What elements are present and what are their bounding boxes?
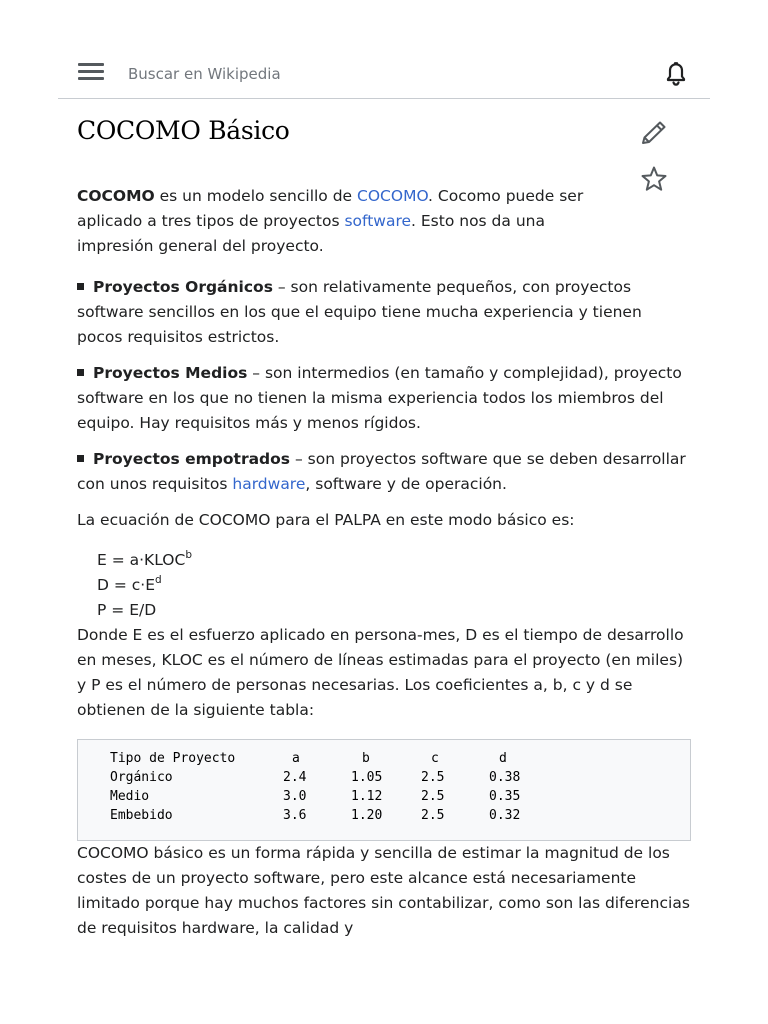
page-title: COCOMO Básico xyxy=(77,116,290,145)
project-types-list xyxy=(77,275,692,497)
equations xyxy=(97,548,692,623)
type-text: – son relativamente pequeños, con proyectos software sencillos en los que el equipo tiene mucha experiencia y tienen pocos requisitos estrictos. xyxy=(77,278,642,346)
list-item xyxy=(77,361,692,436)
table-header: Tipo de Proyecto a b c d xyxy=(110,751,507,766)
equation-people: P = E/D xyxy=(97,601,157,619)
list-item xyxy=(77,447,692,497)
bullet-icon xyxy=(77,283,84,290)
intro-paragraph xyxy=(77,184,607,259)
hardware-link[interactable]: hardware xyxy=(232,475,306,493)
top-bar xyxy=(58,48,710,99)
intro-text: . Esto nos da una impresión general del proyecto. xyxy=(77,212,545,255)
bell-icon[interactable] xyxy=(659,58,693,88)
type-text: – son intermedios (en tamaño y complejidad), proyecto software en los que no tienen la misma experiencia todos los miembros del equipo. Hay requisitos más y menos rígidos. xyxy=(77,364,682,432)
type-name: Proyectos Medios xyxy=(93,364,248,382)
search-input[interactable] xyxy=(128,59,548,89)
table-row: Embebido 3.6 1.20 2.5 0.32 xyxy=(110,808,521,823)
description-paragraph: Donde E es el esfuerzo aplicado en persona-mes, D es el tiempo de desarrollo en meses, KLOC es el número de líneas estimadas para el proyecto (en miles) y P es el número de personas necesarias. Los coeficientes a, b, c y d se obtienen de la siguiente tabla: xyxy=(77,626,684,719)
intro-bold: COCOMO xyxy=(77,187,155,205)
bullet-icon xyxy=(77,369,84,376)
type-name: Proyectos empotrados xyxy=(93,450,291,468)
equation-intro: La ecuación de COCOMO para el PALPA en este modo básico es: xyxy=(77,511,575,529)
list-item xyxy=(77,275,692,350)
type-text: – son proyectos software que se deben desarrollar con unos requisitos xyxy=(77,450,686,493)
cocomo-link[interactable]: COCOMO xyxy=(357,187,429,205)
closing-paragraph: COCOMO básico es un forma rápida y sencilla de estimar la magnitud de los costes de un proyecto software, pero este alcance está necesariamente limitado porque hay muchos factores sin contabilizar, como son las diferencias de requisitos hardware, la calidad y xyxy=(77,844,690,937)
type-name: Proyectos Orgánicos xyxy=(93,278,273,296)
coefficients-table xyxy=(77,739,691,841)
equation-duration: $D = c\cdot E^d$ xyxy=(97,574,162,594)
table-row: Medio 3.0 1.12 2.5 0.35 xyxy=(110,789,521,804)
software-link[interactable]: software xyxy=(344,212,412,230)
menu-icon[interactable] xyxy=(78,63,104,81)
type-text: , software y de operación. xyxy=(305,475,507,493)
bullet-icon xyxy=(77,455,84,462)
intro-text: . Cocomo puede ser aplicado a tres tipos de proyectos xyxy=(77,187,584,230)
article-body xyxy=(77,184,692,941)
table-row: Orgánico 2.4 1.05 2.5 0.38 xyxy=(110,770,521,785)
intro-text: es un modelo sencillo de xyxy=(154,187,358,205)
equation-effort: $E = a\cdot KLOC^b$ xyxy=(97,549,193,569)
edit-icon[interactable] xyxy=(636,119,672,151)
